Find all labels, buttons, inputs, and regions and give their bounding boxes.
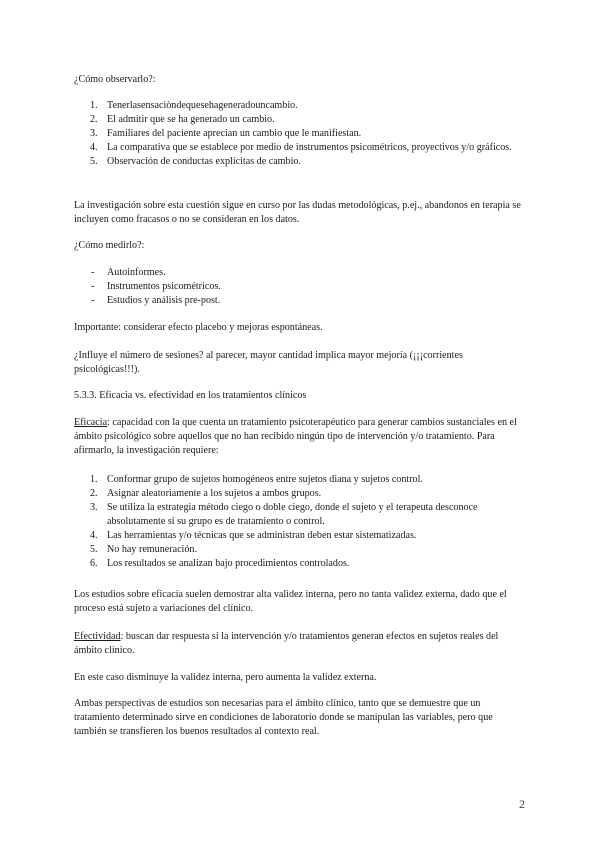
list-item: 2. Asignar aleatoriamente a los sujetos a ambos grupos. bbox=[90, 488, 322, 499]
paragraph-case: En este caso disminuye la validez interna, pero aumenta la validez externa. bbox=[74, 672, 377, 683]
list-item-text: Instrumentos psicométricos. bbox=[107, 281, 221, 292]
paragraph-important: Importante: considerar efecto placebo y mejoras espontáneas. bbox=[74, 322, 323, 333]
list-item-text: Tenerlasensaciòndequesehageneradouncambio. bbox=[107, 100, 298, 111]
list-item-text: Asignar aleatoriamente a los sujetos a ambos grupos. bbox=[107, 488, 322, 499]
requirements-list bbox=[74, 473, 526, 571]
list-item-text: Familiares del paciente aprecian un cambio que le manifiestan. bbox=[107, 128, 362, 139]
list-item: - Instrumentos psicométricos. bbox=[91, 281, 221, 292]
list-item-text: Se utiliza la estrategia método ciego o doble ciego, donde el sujeto y el terapeuta desconoce absolutamente si su grupo es de tratamiento o control. bbox=[107, 502, 478, 527]
list-item: - Autoinformes. bbox=[91, 267, 166, 278]
paragraph-efectividad bbox=[74, 630, 526, 658]
paragraph-eficacia bbox=[74, 416, 526, 458]
list-item: 4. La comparativa que se establece por medio de instrumentos psicométricos, proyectivos y/o gráficos. bbox=[90, 142, 512, 153]
list-item: 3. Se utiliza la estrategia método ciego o doble ciego, donde el sujeto y el terapeuta desconoce absolutamente si su grupo es de tratamiento o control. bbox=[90, 502, 478, 527]
list-item-text: Estudios y análisis pre-post. bbox=[107, 295, 221, 306]
efectividad-definition: : buscan dar respuesta si la intervención y/o tratamientos generan efectos en sujetos reales del ámbito clínico. bbox=[74, 631, 499, 656]
list-item-text: Los resultados se analizan bajo procedimientos controlados. bbox=[107, 558, 350, 569]
list-item-text: No hay remuneración. bbox=[107, 544, 197, 555]
list-item-text: La comparativa que se establece por medio de instrumentos psicométricos, proyectivos y/o gráficos. bbox=[107, 142, 512, 153]
list-item: 5. Observación de conductas explícitas de cambio. bbox=[90, 156, 301, 167]
paragraph-validity: Los estudios sobre eficacia suelen demostrar alta validez interna, pero no tanta validez externa, dado que el proceso está sujeto a variaciones del clínico. bbox=[74, 589, 507, 614]
paragraph-investigation: La investigación sobre esta cuestión sigue en curso por las dudas metodológicas, p.ej., abandonos en terapia se incluyen como fracasos o no se consideran en los datos. bbox=[74, 200, 521, 225]
observe-list bbox=[74, 99, 526, 169]
page-number: 2 bbox=[519, 797, 525, 811]
list-item-text: Conformar grupo de sujetos homogéneos entre sujetos diana y sujetos control. bbox=[107, 474, 423, 485]
term-efectividad: Efectividad bbox=[74, 631, 121, 642]
list-item: 1. Tenerlasensaciòndequesehageneradouncambio. bbox=[90, 100, 298, 111]
list-item: - Estudios y análisis pre-post. bbox=[91, 295, 221, 306]
list-item-text: Las herramientas y/o técnicas que se administran deben estar sistematizadas. bbox=[107, 530, 417, 541]
list-item-text: El admitir que se ha generado un cambio. bbox=[107, 114, 275, 125]
paragraph-both: Ambas perspectivas de estudios son necesarias para el ámbito clínico, tanto que se demuestre que un tratamiento determinado sirve en condiciones de laboratorio donde se manipulan las variables, pero que también se transfieren los buenos resultados al contexto real. bbox=[74, 698, 493, 737]
list-item: 4. Las herramientas y/o técnicas que se administran deben estar sistematizadas. bbox=[90, 530, 417, 541]
list-item: 5. No hay remuneración. bbox=[90, 544, 197, 555]
measure-list bbox=[74, 266, 526, 308]
question-measure: ¿Cómo medirlo?: bbox=[74, 240, 145, 251]
list-item: 1. Conformar grupo de sujetos homogéneos entre sujetos diana y sujetos control. bbox=[90, 474, 423, 485]
section-heading: 5.3.3. Eficacia vs. efectividad en los tratamientos clínicos bbox=[74, 390, 307, 401]
eficacia-definition: : capacidad con la que cuenta un tratamiento psicoterapéutico para generar cambios sustanciales en el ámbito psicológico sobre aquellos que no han recibido ningún tipo de intervención y/o tratamiento. Para afirmarlo, la investigación requiere: bbox=[74, 417, 517, 456]
list-item-text: Autoinformes. bbox=[107, 267, 166, 278]
question-observe: ¿Cómo observarlo?: bbox=[74, 74, 156, 85]
list-item: 3. Familiares del paciente aprecian un cambio que le manifiestan. bbox=[90, 128, 362, 139]
list-item-text: Observación de conductas explícitas de cambio. bbox=[107, 156, 301, 167]
term-eficacia: Eficacia bbox=[74, 417, 108, 428]
list-item: 6. Los resultados se analizan bajo procedimientos controlados. bbox=[90, 558, 350, 569]
paragraph-sessions: ¿Influye el número de sesiones? al parecer, mayor cantidad implica mayor mejoría (¡¡¡corrientes psicológicas!!!). bbox=[74, 350, 463, 375]
list-item: 2. El admitir que se ha generado un cambio. bbox=[90, 114, 275, 125]
